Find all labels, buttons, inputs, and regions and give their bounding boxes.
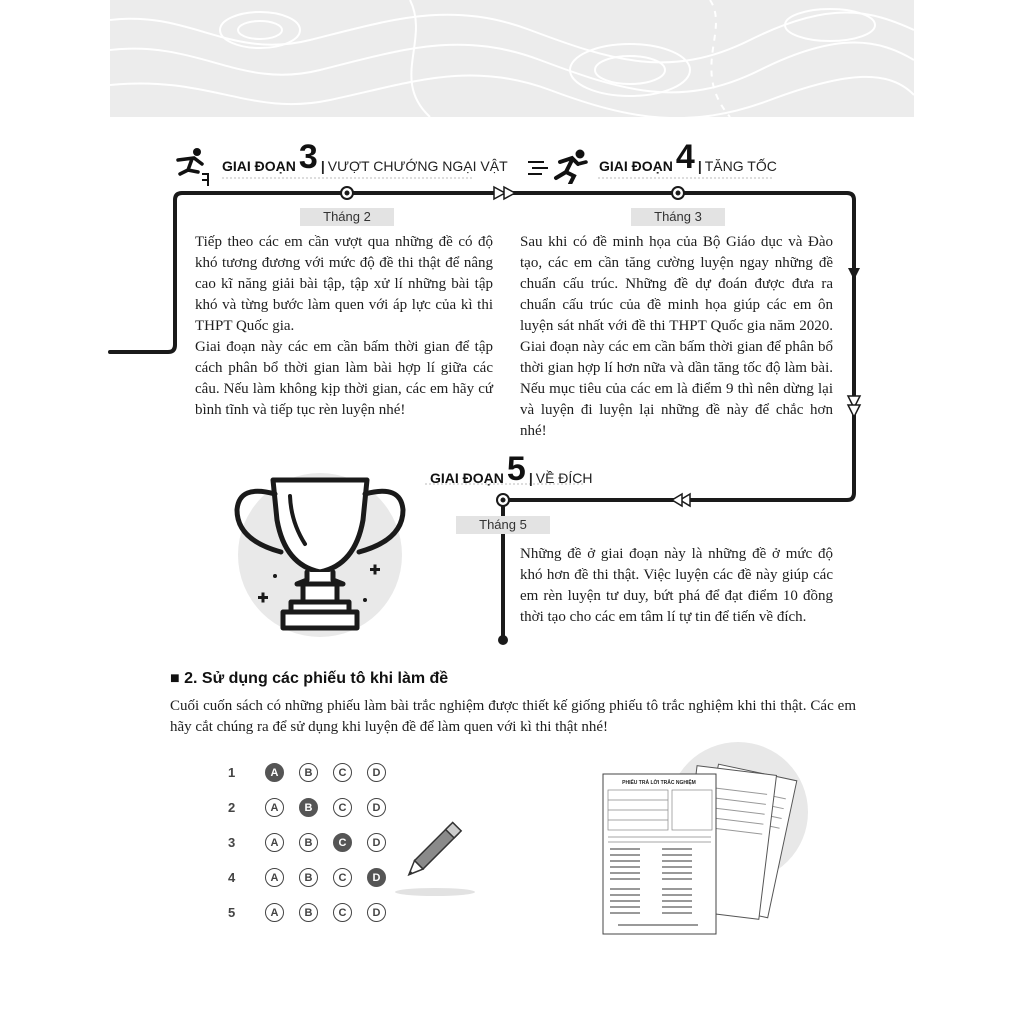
answer-sheets-icon xyxy=(598,742,813,942)
stage4-month: Tháng 3 xyxy=(631,208,725,226)
stage3-month: Tháng 2 xyxy=(300,208,394,226)
bubble-d[interactable]: D xyxy=(367,763,386,782)
stage3-text xyxy=(195,232,493,421)
bubble-c[interactable]: C xyxy=(333,798,352,817)
answer-row xyxy=(228,903,386,922)
section-body: Cuối cuốn sách có những phiếu làm bài trắc nghiệm được thiết kế giống phiếu tô trắc nghiệm khi thi thật. Các em hãy cắt chúng ra để sử dụng khi luyện đề để làm quen với kì thi thật nhé! xyxy=(170,698,856,735)
bubble-d[interactable]: D xyxy=(367,798,386,817)
section-marker: ■ xyxy=(170,670,180,687)
answer-row xyxy=(228,763,386,782)
bubble-b[interactable]: B xyxy=(299,833,318,852)
stage3-title xyxy=(222,140,508,174)
question-number: 4 xyxy=(228,870,236,885)
answer-row xyxy=(228,868,386,887)
hurdle-runner-icon xyxy=(172,146,212,186)
section-heading xyxy=(170,670,448,688)
stage-number: 4 xyxy=(675,138,695,176)
stage5-title xyxy=(430,452,593,486)
stage-label: GIAI ĐOẠN xyxy=(222,158,296,174)
answer-row xyxy=(228,833,386,852)
bubble-a[interactable]: A xyxy=(265,903,284,922)
bubble-a[interactable]: A xyxy=(265,763,284,782)
bubble-c[interactable]: C xyxy=(333,833,352,852)
sprinter-icon xyxy=(528,148,592,184)
bubble-a[interactable]: A xyxy=(265,798,284,817)
stage-number: 5 xyxy=(506,450,526,488)
stage5-text xyxy=(520,544,833,628)
stage4-text xyxy=(520,232,833,442)
stage-separator: | xyxy=(697,158,702,174)
stage-name: TĂNG TỐC xyxy=(704,158,777,174)
bubble-a[interactable]: A xyxy=(265,833,284,852)
stage-label: GIAI ĐOẠN xyxy=(430,470,504,486)
bubble-b[interactable]: B xyxy=(299,798,318,817)
bubble-a[interactable]: A xyxy=(265,868,284,887)
question-number: 1 xyxy=(228,765,236,780)
bubble-d[interactable]: D xyxy=(367,833,386,852)
paragraph: Giai đoạn này các em cần bấm thời gian để tập cách phân bổ thời gian làm bài hợp lí giữa các câu. Nếu làm không kịp thời gian, các em hãy cứ bình tĩnh và tiếp tục rèn luyện nhé! xyxy=(195,339,493,418)
paragraph: Tiếp theo các em cần vượt qua những đề có độ khó tương đương với mức độ đề thi thật để nâng cao kĩ năng giải bài tập, tập xử lí những bài tập khó và từng bước làm quen với áp lực của kì thi THPT Quốc gia. xyxy=(195,234,493,334)
paragraph: Những đề ở giai đoạn này là những đề ở mức độ khó hơn đề thi thật. Việc luyện các đề này giúp các em rèn luyện tư duy, bứt phá để đạt điểm 10 đồng thời tạo cho các em tâm lí tự tin để tiến về đích. xyxy=(520,546,833,625)
paragraph: Sau khi có đề minh họa của Bộ Giáo dục và Đào tạo, các em cần tăng cường luyện ngay những đề chuẩn cấu trúc. Những đề dự đoán được đưa ra chuẩn cấu trúc của đề minh họa giúp các em ôn luyện sát nhất với đề thi THPT Quốc gia năm 2020. Giai đoạn này các em cần bấm thời gian để phân bổ thời gian hợp lí hơn nữa và dần tăng tốc độ làm bài. Nếu mục tiêu của các em là điểm 9 thì nên dừng lại và luyện đi luyện lại những đề này để chắc hơn nhé! xyxy=(520,234,833,439)
answer-row xyxy=(228,798,386,817)
bubble-c[interactable]: C xyxy=(333,903,352,922)
bubble-d[interactable]: D xyxy=(367,868,386,887)
pencil-icon xyxy=(395,810,480,900)
bubble-c[interactable]: C xyxy=(333,868,352,887)
bubble-d[interactable]: D xyxy=(367,903,386,922)
sheet-title: PHIẾU TRẢ LỜI TRẮC NGHIỆM xyxy=(622,780,696,786)
stage-name: VỀ ĐÍCH xyxy=(535,470,593,486)
stage5-month: Tháng 5 xyxy=(456,516,550,534)
section-title: 2. Sử dụng các phiếu tô khi làm đề xyxy=(184,670,449,687)
stage-separator: | xyxy=(320,158,325,174)
stage-separator: | xyxy=(528,470,533,486)
answer-bubble-demo xyxy=(228,763,386,922)
stage4-title xyxy=(599,140,777,174)
trophy-icon xyxy=(225,460,415,640)
stage-number: 3 xyxy=(298,138,318,176)
stage-label: GIAI ĐOẠN xyxy=(599,158,673,174)
question-number: 3 xyxy=(228,835,236,850)
bubble-b[interactable]: B xyxy=(299,868,318,887)
bubble-c[interactable]: C xyxy=(333,763,352,782)
stage-node xyxy=(341,187,353,199)
question-number: 5 xyxy=(228,905,236,920)
stage-name: VƯỢT CHƯỚNG NGẠI VẬT xyxy=(327,158,508,174)
question-number: 2 xyxy=(228,800,236,815)
bubble-b[interactable]: B xyxy=(299,763,318,782)
bubble-b[interactable]: B xyxy=(299,903,318,922)
